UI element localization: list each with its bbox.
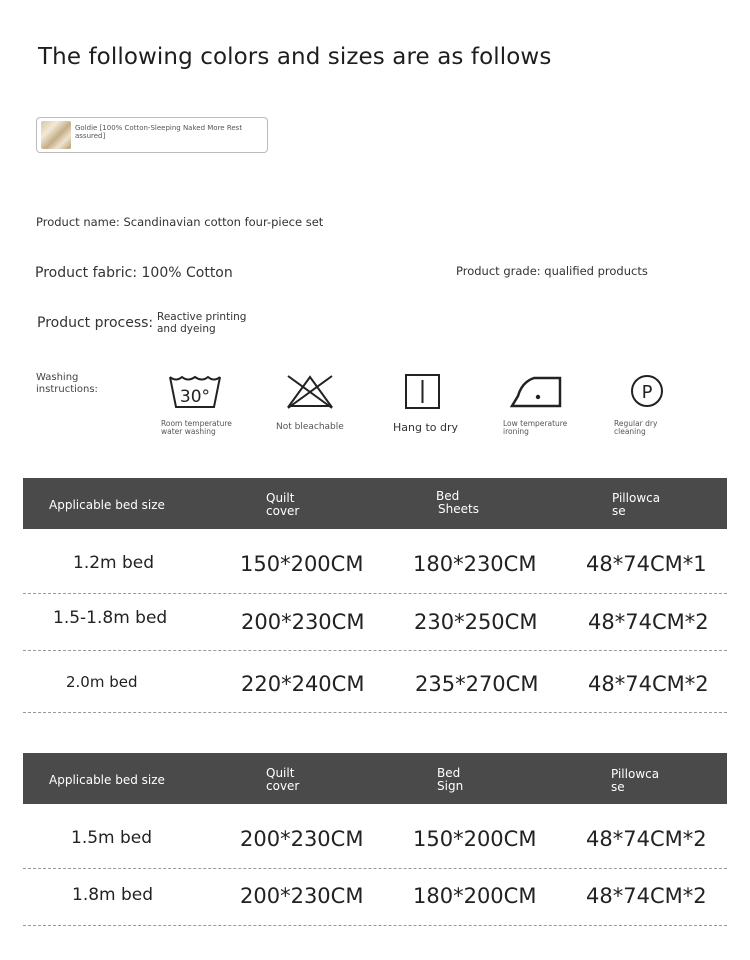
header-line: Quilt [266,491,295,505]
care-label-iron [503,420,567,436]
product-name: Product name: Scandinavian cotton four-piece set [36,215,324,229]
row-bed-size: 1.5-1.8m bed [53,608,168,628]
row-divider [23,593,727,594]
washing-label-line: instructions: [36,384,98,395]
row-divider [23,925,727,926]
care-label-line: Low temperature [503,419,568,428]
washing-label-line: Washing [36,372,79,383]
dry-clean-letter: P [641,382,653,403]
header-line: Pillowca [611,767,660,781]
care-label-line: Room temperature [161,419,232,428]
variant-thumbnail [41,121,71,149]
dry-clean-p-icon [629,374,665,414]
cell-sheet-size: 180*200CM [413,884,537,908]
header-pillowcase [611,768,659,794]
row-bed-size: 1.8m bed [72,885,154,905]
size-table-header [23,478,727,529]
header-bed-size: Applicable bed size [49,498,165,512]
page-title: The following colors and sizes are as follows [38,44,552,70]
cell-sheet-size: 180*230CM [413,552,537,576]
header-bed-sheets [436,490,479,516]
cell-pillow-size: 48*74CM*2 [588,672,709,696]
header-quilt-cover [266,767,299,793]
header-line: se [611,780,625,794]
row-divider [23,712,727,713]
cell-quilt-size: 200*230CM [240,827,364,851]
cell-pillow-size: 48*74CM*2 [586,884,707,908]
row-divider [23,868,727,869]
row-divider [23,650,727,651]
size-table-header [23,753,727,804]
header-line: se [612,504,626,518]
care-label-dry-clean [614,420,657,436]
header-line: cover [266,504,300,518]
header-line: cover [266,779,300,793]
cell-quilt-size: 200*230CM [241,610,365,634]
care-label-wash [161,420,232,436]
header-pillowcase [612,492,660,518]
cell-quilt-size: 220*240CM [241,672,365,696]
care-label-hang-dry: Hang to dry [393,421,459,434]
care-label-line: Regular dry [614,419,658,428]
hang-dry-icon [404,373,442,415]
row-bed-size: 1.2m bed [73,553,155,573]
care-label-line: water washing [161,427,216,436]
header-bed-sign [437,767,463,793]
cell-sheet-size: 235*270CM [415,672,539,696]
cell-sheet-size: 150*200CM [413,827,537,851]
cell-pillow-size: 48*74CM*2 [586,827,707,851]
wash-temperature-text: 30° [179,387,211,407]
washing-instructions-label [36,372,98,396]
row-bed-size: 2.0m bed [66,673,138,691]
header-line: Sign [437,779,464,793]
iron-low-icon [510,374,564,414]
color-variant-option[interactable] [36,117,268,153]
no-bleach-icon [286,374,334,414]
cell-pillow-size: 48*74CM*1 [586,552,707,576]
header-line: Sheets [438,502,479,516]
wash-30-icon [168,374,222,414]
cell-quilt-size: 200*230CM [240,884,364,908]
title-overflow-text [60,80,550,88]
cell-sheet-size: 230*250CM [414,610,538,634]
care-label-no-bleach: Not bleachable [276,422,344,432]
cell-pillow-size: 48*74CM*2 [588,610,709,634]
cell-quilt-size: 150*200CM [240,552,364,576]
variant-label: Goldie [100% Cotton-Sleeping Naked More Rest assured] [75,124,243,140]
header-line: Pillowca [612,491,661,505]
product-grade: Product grade: qualified products [456,264,648,278]
care-label-line: ironing [503,427,529,436]
header-bed-size: Applicable bed size [49,773,165,787]
header-line: Bed [436,489,460,503]
product-process-label: Product process: [37,315,154,331]
care-label-line: cleaning [614,427,646,436]
header-quilt-cover [266,492,299,518]
header-line: Quilt [266,766,295,780]
row-bed-size: 1.5m bed [71,828,153,848]
process-value-line: and dyeing [157,323,216,335]
process-value-line: Reactive printing [157,311,247,323]
product-fabric: Product fabric: 100% Cotton [35,265,233,281]
header-line: Bed [437,766,461,780]
product-process-value [157,311,246,335]
